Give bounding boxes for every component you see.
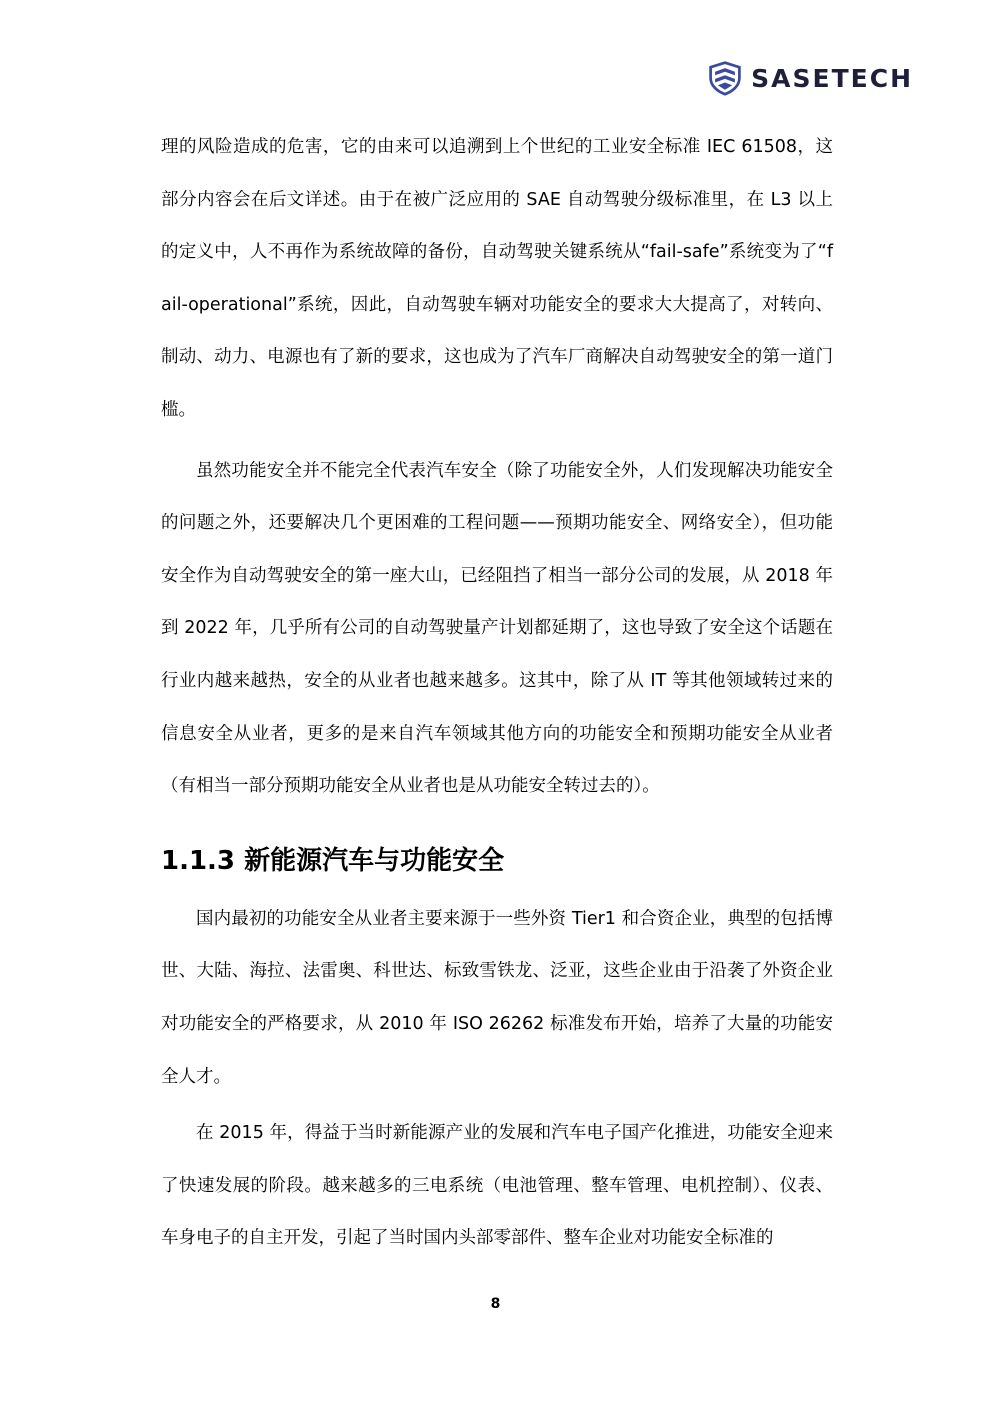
logo-text: SASETECH	[751, 63, 913, 93]
paragraph-1: 理的风险造成的危害，它的由来可以追溯到上个世纪的工业安全标准 IEC 61508，这部分内容会在后文详述。由于在被广泛应用的 SAE 自动驾驶分级标准里，在 L3 以上的定义中，人不再作为系统故障的备份，自动驾驶关键系统从“fail-safe”系统变为了“fail-operational”系统，因此，自动驾驶车辆对功能安全的要求大大提高了，对转向、制动、动力、电源也有了新的要求，这也成为了汽车厂商解决自动驾驶安全的第一道门槛。	[161, 137, 833, 420]
paragraph-4: 在 2015 年，得益于当时新能源产业的发展和汽车电子国产化推进，功能安全迎来了快速发展的阶段。越来越多的三电系统（电池管理、整车管理、电机控制）、仪表、车身电子的自主开发，引起了当时国内头部零部件、整车企业对功能安全标准的	[161, 1123, 833, 1249]
main-content	[161, 121, 833, 1265]
page-number: 8	[490, 1296, 501, 1312]
paragraph-2: 虽然功能安全并不能完全代表汽车安全（除了功能安全外，人们发现解决功能安全的问题之外，还要解决几个更困难的工程问题——预期功能安全、网络安全），但功能安全作为自动驾驶安全的第一座大山，已经阻挡了相当一部分公司的发展，从 2018 年到 2022 年，几乎所有公司的自动驾驶量产计划都延期了，这也导致了安全这个话题在行业内越来越热，安全的从业者也越来越多。这其中，除了从 IT 等其他领域转过来的信息安全从业者，更多的是来自汽车领域其他方向的功能安全和预期功能安全从业者（有相当一部分预期功能安全从业者也是从功能安全转过去的）。	[161, 460, 833, 797]
section-heading: 1.1.3 新能源汽车与功能安全	[161, 845, 505, 876]
paragraph-3: 国内最初的功能安全从业者主要来源于一些外资 Tier1 和合资企业，典型的包括博世、大陆、海拉、法雷奥、科世达、标致雪铁龙、泛亚，这些企业由于沿袭了外资企业对功能安全的严格要求，从 2010 年 ISO 26262 标准发布开始，培养了大量的功能安全人才。	[161, 908, 833, 1087]
company-logo	[707, 60, 913, 96]
shield-logo-icon	[707, 60, 743, 96]
